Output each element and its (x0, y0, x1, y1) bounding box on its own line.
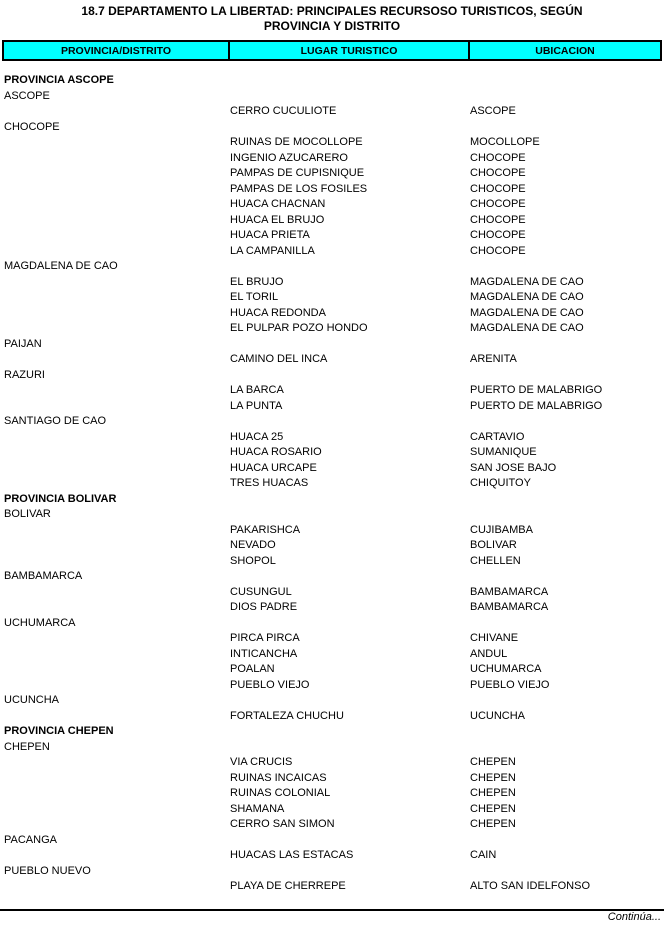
ubicacion-cell: CHOCOPE (470, 213, 526, 226)
table-row-district (0, 89, 664, 105)
provincia-distrito-cell (0, 213, 230, 229)
table-row-entry (0, 538, 664, 554)
table-row-entry (0, 104, 664, 120)
table-row-entry (0, 879, 664, 895)
table-row-entry (0, 244, 664, 260)
lugar-turistico-cell: HUACA EL BRUJO (230, 213, 325, 226)
table-row-district (0, 740, 664, 756)
ubicacion-cell (470, 864, 664, 880)
ubicacion-cell: MOCOLLOPE (470, 136, 540, 148)
lugar-turistico-cell: EL BRUJO (230, 275, 284, 288)
table-row-entry (0, 755, 664, 771)
provincia-distrito-cell (0, 244, 230, 260)
column-header-ubicacion: UBICACION (468, 42, 660, 59)
provincia-distrito-cell: CHOCOPE (4, 120, 60, 133)
ubicacion-cell (470, 89, 664, 105)
table-row-entry (0, 182, 664, 198)
provincia-distrito-cell (0, 802, 230, 818)
lugar-turistico-cell: HUACA ROSARIO (230, 446, 322, 458)
table-row-entry (0, 554, 664, 570)
provincia-distrito-cell (0, 879, 230, 895)
lugar-turistico-cell (230, 616, 470, 632)
provincia-distrito-cell (0, 275, 230, 291)
table-row-province (0, 492, 664, 508)
table-row-entry (0, 662, 664, 678)
table-row-entry (0, 213, 664, 229)
provincia-distrito-cell (0, 321, 230, 337)
ubicacion-cell: ARENITA (470, 353, 517, 365)
table-row-entry (0, 585, 664, 601)
lugar-turistico-cell (230, 492, 470, 508)
lugar-turistico-cell: NEVADO (230, 539, 276, 551)
ubicacion-cell: CHEPEN (470, 818, 516, 830)
ubicacion-cell: MAGDALENA DE CAO (470, 291, 584, 303)
provincia-distrito-cell (0, 476, 230, 492)
ubicacion-cell: CHOCOPE (470, 244, 526, 257)
lugar-turistico-cell: RUINAS DE MOCOLLOPE (230, 136, 363, 148)
provincia-distrito-cell (0, 771, 230, 787)
continuation-note: Continúa... (607, 911, 661, 923)
table-row-entry (0, 709, 664, 725)
ubicacion-cell (470, 414, 664, 430)
lugar-turistico-cell: SHOPOL (230, 554, 276, 567)
lugar-turistico-cell: EL PULPAR POZO HONDO (230, 322, 368, 334)
table-row-entry (0, 352, 664, 368)
table-row-province (0, 724, 664, 740)
table-row-entry (0, 461, 664, 477)
ubicacion-cell (470, 120, 664, 136)
lugar-turistico-cell: CUSUNGUL (230, 585, 292, 598)
lugar-turistico-cell: RUINAS COLONIAL (230, 787, 331, 799)
ubicacion-cell: PUERTO DE MALABRIGO (470, 384, 603, 396)
ubicacion-cell: UCUNCHA (470, 709, 525, 722)
lugar-turistico-cell: POALAN (230, 663, 275, 675)
lugar-turistico-cell: INTICANCHA (230, 647, 298, 660)
provincia-distrito-cell (0, 290, 230, 306)
provincia-distrito-cell (0, 786, 230, 802)
provincia-distrito-cell (0, 352, 230, 368)
lugar-turistico-cell (230, 89, 470, 105)
ubicacion-cell: PUEBLO VIEJO (470, 678, 550, 691)
provincia-distrito-cell (0, 817, 230, 833)
provincia-distrito-cell: UCUNCHA (4, 694, 59, 706)
ubicacion-cell (470, 693, 664, 709)
lugar-turistico-cell (230, 414, 470, 430)
table-row-entry (0, 197, 664, 213)
provincia-distrito-cell: BOLIVAR (4, 508, 51, 520)
table-row-entry (0, 771, 664, 787)
ubicacion-cell: ANDUL (470, 647, 508, 660)
page-title-line2: PROVINCIA Y DISTRITO (263, 19, 401, 33)
table-row-district (0, 833, 664, 849)
provincia-distrito-cell: RAZURI (4, 368, 45, 381)
table-row-entry (0, 275, 664, 291)
column-header-provincia-distrito: PROVINCIA/DISTRITO (60, 44, 172, 57)
table-row-district (0, 616, 664, 632)
lugar-turistico-cell: HUACA PRIETA (230, 229, 310, 241)
ubicacion-cell: ASCOPE (470, 105, 516, 117)
provincia-distrito-cell (0, 166, 230, 182)
lugar-turistico-cell: PAKARISHCA (230, 523, 301, 536)
ubicacion-cell: BAMBAMARCA (470, 585, 549, 598)
table-row-entry (0, 383, 664, 399)
provincia-distrito-cell: MAGDALENA DE CAO (4, 260, 118, 272)
table-row-entry (0, 631, 664, 647)
lugar-turistico-cell (230, 120, 470, 136)
provincia-distrito-cell: CHEPEN (4, 740, 50, 753)
provincia-distrito-cell (0, 709, 230, 725)
provincia-distrito-cell (0, 228, 230, 244)
lugar-turistico-cell: PIRCA PIRCA (230, 632, 300, 644)
provincia-distrito-cell (0, 104, 230, 120)
lugar-turistico-cell: LA CAMPANILLA (230, 244, 315, 257)
lugar-turistico-cell (230, 740, 470, 756)
lugar-turistico-cell: HUACA REDONDA (230, 306, 326, 319)
table-row-entry (0, 817, 664, 833)
ubicacion-cell: CUJIBAMBA (470, 523, 533, 536)
lugar-turistico-cell: DIOS PADRE (230, 601, 298, 613)
lugar-turistico-cell (230, 368, 470, 384)
provincia-distrito-cell: PAIJAN (4, 337, 42, 350)
lugar-turistico-cell: LA PUNTA (230, 399, 283, 412)
table-body (0, 73, 664, 895)
table-row-entry (0, 306, 664, 322)
provincia-distrito-cell (0, 554, 230, 570)
lugar-turistico-cell (230, 864, 470, 880)
ubicacion-cell: CHEPEN (470, 802, 516, 815)
lugar-turistico-cell (230, 724, 470, 740)
table-row-district (0, 507, 664, 523)
provincia-distrito-cell (0, 678, 230, 694)
table-row-entry (0, 848, 664, 864)
table-row-entry (0, 647, 664, 663)
provincia-distrito-cell (0, 461, 230, 477)
table-row-entry (0, 135, 664, 151)
ubicacion-cell: SUMANIQUE (470, 446, 537, 458)
lugar-turistico-cell: CERRO SAN SIMON (230, 818, 335, 830)
table-row-entry (0, 802, 664, 818)
provincia-distrito-cell (0, 538, 230, 554)
lugar-turistico-cell: PUEBLO VIEJO (230, 678, 310, 691)
provincia-distrito-cell (0, 135, 230, 151)
table-row-entry (0, 166, 664, 182)
provincia-distrito-cell (0, 197, 230, 213)
lugar-turistico-cell: CERRO CUCULIOTE (230, 105, 337, 117)
provincia-distrito-cell: ASCOPE (4, 89, 50, 102)
table-row-district (0, 368, 664, 384)
ubicacion-cell: BOLIVAR (470, 539, 517, 551)
provincia-distrito-cell (0, 399, 230, 415)
ubicacion-cell (470, 724, 664, 740)
provincia-distrito-cell (0, 631, 230, 647)
lugar-turistico-cell: EL TORIL (230, 291, 279, 303)
provincia-distrito-cell (0, 182, 230, 198)
provincia-distrito-cell (0, 383, 230, 399)
lugar-turistico-cell: PAMPAS DE LOS FOSILES (230, 182, 368, 195)
lugar-turistico-cell: INGENIO AZUCARERO (230, 151, 348, 164)
lugar-turistico-cell (230, 507, 470, 523)
ubicacion-cell (470, 73, 664, 89)
provincia-distrito-cell: UCHUMARCA (4, 616, 76, 629)
provincia-distrito-cell (0, 647, 230, 663)
table-row-entry (0, 290, 664, 306)
ubicacion-cell: CHOCOPE (470, 229, 526, 241)
column-header-lugar-turistico: LUGAR TURISTICO (228, 42, 468, 59)
footer-divider (0, 909, 664, 911)
ubicacion-cell: ALTO SAN IDELFONSO (470, 880, 591, 892)
lugar-turistico-cell (230, 569, 470, 585)
lugar-turistico-cell: SHAMANA (230, 802, 285, 815)
table-row-entry (0, 430, 664, 446)
lugar-turistico-cell: FORTALEZA CHUCHU (230, 709, 344, 722)
ubicacion-cell: PUERTO DE MALABRIGO (470, 399, 603, 412)
ubicacion-cell (470, 740, 664, 756)
lugar-turistico-cell (230, 337, 470, 353)
ubicacion-cell: CHIVANE (470, 632, 519, 644)
provincia-distrito-cell: PROVINCIA CHEPEN (4, 725, 114, 737)
provincia-distrito-cell (0, 585, 230, 601)
table-row-entry (0, 600, 664, 616)
lugar-turistico-cell (230, 833, 470, 849)
ubicacion-cell (470, 569, 664, 585)
lugar-turistico-cell (230, 693, 470, 709)
provincia-distrito-cell: PROVINCIA ASCOPE (4, 74, 114, 86)
provincia-distrito-cell (0, 306, 230, 322)
table-row-entry (0, 321, 664, 337)
table-row-district (0, 259, 664, 275)
table-header-row (2, 40, 662, 61)
ubicacion-cell: UCHUMARCA (470, 663, 542, 675)
table-row-entry (0, 445, 664, 461)
table-row-entry (0, 228, 664, 244)
ubicacion-cell (470, 507, 664, 523)
ubicacion-cell (470, 833, 664, 849)
lugar-turistico-cell: HUACAS LAS ESTACAS (230, 849, 354, 861)
table-row-entry (0, 786, 664, 802)
lugar-turistico-cell: PLAYA DE CHERREPE (230, 880, 346, 892)
ubicacion-cell (470, 337, 664, 353)
ubicacion-cell: CHELLEN (470, 554, 521, 567)
table-row-district (0, 693, 664, 709)
provincia-distrito-cell (0, 848, 230, 864)
provincia-distrito-cell (0, 662, 230, 678)
ubicacion-cell (470, 492, 664, 508)
ubicacion-cell: BAMBAMARCA (470, 601, 549, 613)
provincia-distrito-cell (0, 600, 230, 616)
table-row-province (0, 73, 664, 89)
provincia-distrito-cell: BAMBAMARCA (4, 570, 83, 582)
ubicacion-cell (470, 259, 664, 275)
ubicacion-cell (470, 616, 664, 632)
ubicacion-cell: CHIQUITOY (470, 477, 531, 489)
ubicacion-cell: CHOCOPE (470, 151, 526, 164)
lugar-turistico-cell: HUACA 25 (230, 430, 284, 443)
ubicacion-cell: CHOCOPE (470, 182, 526, 195)
ubicacion-cell: SAN JOSE BAJO (470, 461, 557, 474)
provincia-distrito-cell (0, 523, 230, 539)
lugar-turistico-cell: CAMINO DEL INCA (230, 353, 328, 365)
provincia-distrito-cell: PACANGA (4, 833, 57, 846)
ubicacion-cell: MAGDALENA DE CAO (470, 306, 584, 319)
ubicacion-cell: CHEPEN (470, 787, 516, 799)
page-title (0, 0, 664, 34)
ubicacion-cell: MAGDALENA DE CAO (470, 322, 584, 334)
ubicacion-cell: CAIN (470, 849, 497, 861)
provincia-distrito-cell: PUEBLO NUEVO (4, 864, 91, 877)
table-row-entry (0, 476, 664, 492)
table-row-district (0, 864, 664, 880)
table-row-district (0, 337, 664, 353)
table-row-district (0, 414, 664, 430)
provincia-distrito-cell (0, 755, 230, 771)
ubicacion-cell: CHEPEN (470, 771, 516, 784)
lugar-turistico-cell: PAMPAS DE CUPISNIQUE (230, 167, 365, 179)
provincia-distrito-cell: SANTIAGO DE CAO (4, 415, 107, 427)
table-row-district (0, 569, 664, 585)
ubicacion-cell (470, 368, 664, 384)
ubicacion-cell: CARTAVIO (470, 430, 525, 443)
table-row-entry (0, 678, 664, 694)
provincia-distrito-cell (0, 430, 230, 446)
provincia-distrito-cell (0, 151, 230, 167)
table-row-entry (0, 523, 664, 539)
provincia-distrito-cell (0, 445, 230, 461)
table-row-district (0, 120, 664, 136)
lugar-turistico-cell: RUINAS INCAICAS (230, 771, 327, 784)
table-row-entry (0, 151, 664, 167)
ubicacion-cell: CHOCOPE (470, 167, 526, 179)
provincia-distrito-cell: PROVINCIA BOLIVAR (4, 492, 117, 505)
table-row-entry (0, 399, 664, 415)
ubicacion-cell: MAGDALENA DE CAO (470, 275, 584, 288)
lugar-turistico-cell (230, 259, 470, 275)
ubicacion-cell: CHEPEN (470, 756, 516, 768)
lugar-turistico-cell: HUACA URCAPE (230, 461, 317, 474)
lugar-turistico-cell (230, 73, 470, 89)
lugar-turistico-cell: VIA CRUCIS (230, 756, 293, 768)
lugar-turistico-cell: TRES HUACAS (230, 477, 309, 489)
lugar-turistico-cell: HUACA CHACNAN (230, 198, 326, 210)
ubicacion-cell: CHOCOPE (470, 198, 526, 210)
lugar-turistico-cell: LA BARCA (230, 384, 284, 396)
page-title-line1: 18.7 DEPARTAMENTO LA LIBERTAD: PRINCIPALES RECURSOSO TURISTICOS, SEGÚN (81, 4, 583, 18)
